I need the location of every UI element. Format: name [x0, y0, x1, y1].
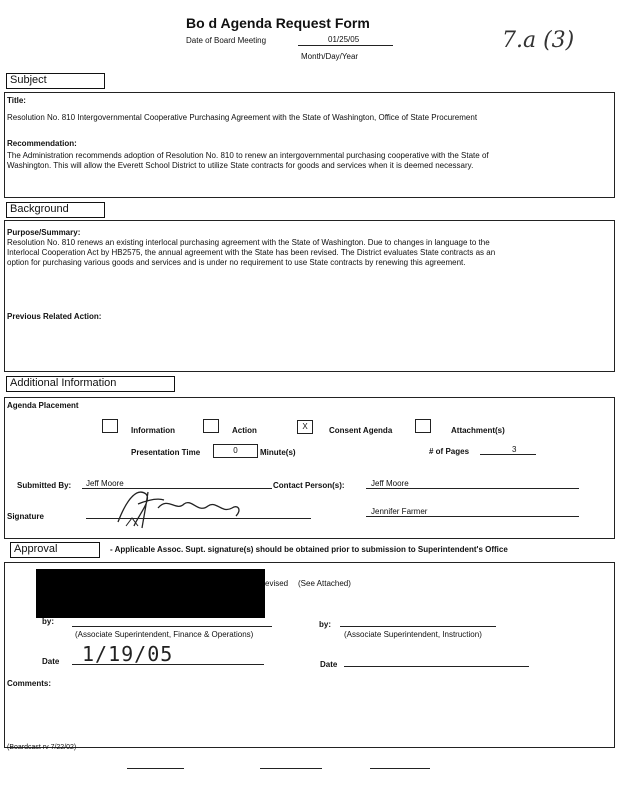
approval-header: Approval: [10, 542, 100, 558]
date-format: Month/Day/Year: [301, 52, 359, 61]
submitted-by-value: Jeff Moore: [86, 479, 124, 488]
subject-box: [4, 92, 615, 198]
approval-note: - Applicable Assoc. Supt. signature(s) should be obtained prior to submission to Superintendent's Office: [110, 545, 508, 554]
date-label: Date of Board Meeting: [186, 36, 267, 45]
revised-text: evised: [265, 579, 289, 588]
purpose-line3: option for purchasing various goods and services and is under no requirement to use State contracts by renewing this agreement.: [7, 258, 466, 267]
by-caption-left: (Associate Superintendent, Finance & Operations): [75, 630, 254, 639]
purpose-line2: Interlocal Cooperation Act by HB2575, the annual agreement with the State has been revised. The District evaluates State contracts as an: [7, 248, 496, 257]
signature-label: Signature: [7, 512, 44, 521]
recommendation-line2: Washington. This will allow the Everett School District to utilize State contracts for goods and services when it is deemed necessary.: [7, 161, 474, 170]
purpose-line1: Resolution No. 810 renews an existing interlocal purchasing agreement with the State of Washington. Due to changes in language to the: [7, 238, 490, 247]
signature-scribble-icon: [108, 486, 248, 530]
redaction-block: [36, 569, 265, 618]
see-attached-text: (See Attached): [298, 579, 351, 588]
title-label: Title:: [7, 96, 26, 105]
recommendation-label: Recommendation:: [7, 139, 77, 148]
by-label-right: by:: [319, 620, 331, 629]
title-text: Resolution No. 810 Intergovernmental Cooperative Purchasing Agreement with the State of Washington, Office of State Procurement: [7, 113, 478, 122]
minutes-label: Minute(s): [260, 448, 296, 457]
date-underline-right: [344, 666, 529, 667]
background-header: Background: [6, 202, 105, 218]
contact-person-label: Contact Person(s):: [273, 481, 345, 490]
agenda-placement-label: Agenda Placement: [7, 401, 79, 410]
attachments-checkbox[interactable]: [415, 419, 431, 433]
by-label-left: by:: [42, 617, 54, 626]
pages-value: 3: [512, 445, 517, 454]
additional-header: Additional Information: [6, 376, 175, 392]
presentation-time-label: Presentation Time: [131, 448, 201, 457]
previous-action-label: Previous Related Action:: [7, 312, 102, 321]
action-checkbox[interactable]: [203, 419, 219, 433]
date-underline-left: [72, 664, 264, 665]
information-checkbox[interactable]: [102, 419, 118, 433]
recommendation-line1: The Administration recommends adoption of Resolution No. 810 to renew an intergovernmental purchasing cooperative with the State of: [7, 151, 489, 160]
purpose-label: Purpose/Summary:: [7, 228, 81, 237]
date-label-left: Date: [42, 657, 60, 666]
consent-agenda-label: Consent Agenda: [329, 426, 393, 435]
subject-header: Subject: [6, 73, 105, 89]
attachments-label: Attachment(s): [451, 426, 505, 435]
contact-person-value2: Jennifer Farmer: [371, 507, 428, 516]
date-value: 01/25/05: [328, 35, 360, 44]
footer-line-3: [370, 768, 430, 769]
submitted-by-label: Submitted By:: [17, 481, 72, 490]
by-underline-right: [340, 626, 496, 627]
contact-person-value1: Jeff Moore: [371, 479, 409, 488]
consent-agenda-checkbox[interactable]: X: [297, 420, 313, 434]
comments-label: Comments:: [7, 679, 52, 688]
presentation-time-field[interactable]: 0: [213, 444, 258, 458]
pages-underline: [480, 454, 536, 455]
footer-revision: (Boardcast rv 7/22/02): [7, 744, 77, 751]
date-handwritten-left: 1/19/05: [82, 642, 174, 666]
information-label: Information: [131, 426, 175, 435]
date-underline: [298, 45, 393, 46]
date-label-right: Date: [320, 660, 338, 669]
handwritten-number: 7.a (3): [502, 28, 575, 53]
footer-line-2: [260, 768, 322, 769]
action-label: Action: [232, 426, 257, 435]
pages-label: # of Pages: [429, 447, 470, 456]
footer-line-1: [127, 768, 184, 769]
form-title: Bo d Agenda Request Form: [186, 15, 370, 31]
by-caption-right: (Associate Superintendent, Instruction): [344, 630, 482, 639]
by-underline-left: [72, 626, 272, 627]
contact-underline2: [366, 516, 579, 517]
contact-underline1: [366, 488, 579, 489]
